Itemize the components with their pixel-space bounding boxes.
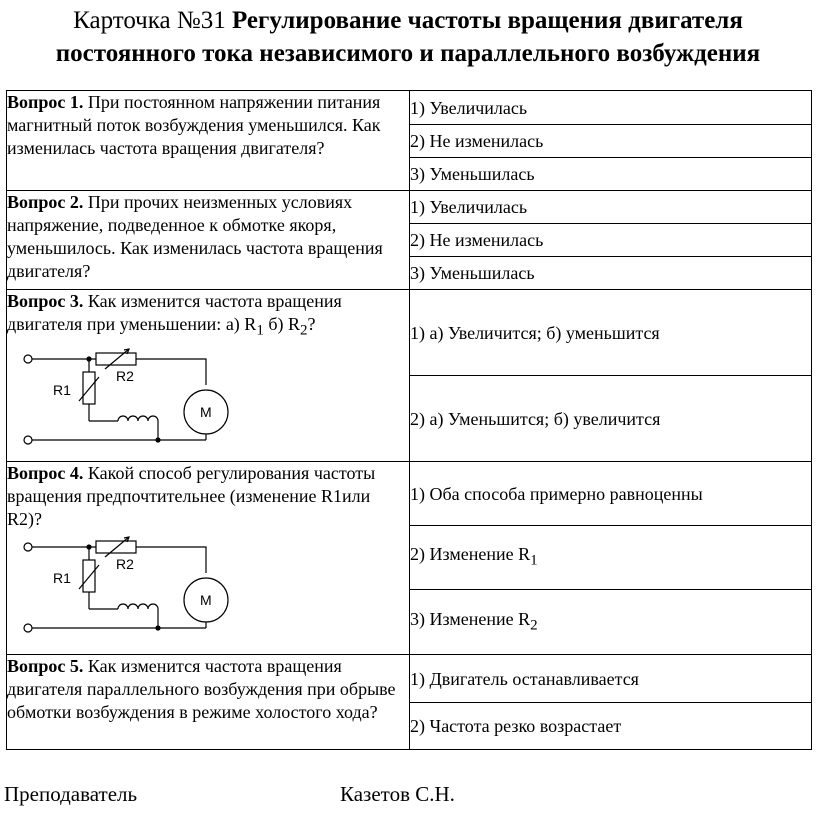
question-4-row [7,462,812,526]
question-1-answer-2[interactable]: 2) Не изменилась [410,125,812,158]
question-3-answer-1[interactable]: 1) а) Увеличится; б) уменьшится [410,290,812,376]
question-2-text: При прочих неизменных условиях напряжение, подведенное к обмотке якоря, уменьшилось. Как изменилась частота вращения двигателя? [7,192,383,281]
question-3-row [7,290,812,376]
question-2-row [7,191,812,224]
question-1-text: При постоянном напряжении питания магнитный поток возбуждения уменьшился. Как изменилась частота вращения двигателя? [7,92,381,158]
r1-label: R1 [53,570,71,586]
question-2-answer-2[interactable]: 2) Не изменилась [410,224,812,257]
question-3-answer-2[interactable]: 2) а) Уменьшится; б) увеличится [410,376,812,462]
question-1-answer-3[interactable]: 3) Уменьшилась [410,158,812,191]
circuit-diagram-1 [6,347,212,447]
question-1-cell [7,91,410,191]
circuit-diagram-2 [6,535,212,635]
question-2-cell [7,191,410,290]
question-5-cell [7,655,410,750]
question-4-answer-1[interactable]: 1) Оба способа примерно равноценны [410,462,812,526]
card-title [0,4,816,70]
question-4-text: Какой способ регулирования частоты вращения предпочтительнее (изменение R1или R2)? [7,463,376,529]
question-4-answer-2[interactable]: 2) Изменение $R_1$ [410,526,812,590]
question-3-label: Вопрос 3. [7,291,84,311]
question-4-label: Вопрос 4. [7,463,84,483]
question-4-answer-3[interactable]: 3) Изменение $R_2$ [410,590,812,655]
question-1-answer-1[interactable]: 1) Увеличилась [410,91,812,125]
motor-label: M [200,592,212,608]
question-5-answer-2[interactable]: 2) Частота резко возрастает [410,703,812,750]
r2-label: R2 [116,367,134,384]
r1-label: R1 [53,381,71,398]
terminal-bottom [24,436,32,444]
question-4-cell [7,462,410,655]
terminal-top [24,355,32,363]
question-5-row [7,655,812,703]
question-2-label: Вопрос 2. [7,192,84,212]
teacher-name: Казетов С.Н. [340,782,455,806]
motor-label: M [200,403,212,420]
question-3-cell: Вопрос 3. Как изменится частота вращения двигателя при уменьшении: а) $R_1$ б) $R_2$? R1 R2 M [7,290,410,462]
question-5-label: Вопрос 5. [7,656,84,676]
question-1-label: Вопрос 1. [7,92,84,112]
field-winding [118,604,158,609]
question-5-answer-1[interactable]: 1) Двигатель останавливается [410,655,812,703]
card-number: Карточка №31 [73,7,226,34]
question-1-row [7,91,812,125]
r2-label: R2 [116,556,134,572]
question-2-answer-1[interactable]: 1) Увеличилась [410,191,812,224]
teacher-role: Преподаватель [4,782,138,806]
card-topic: Регулирование частоты вращения двигателя постоянного тока независимого и параллельного возбуждения [55,7,761,67]
question-5-text: Как изменится частота вращения двигателя параллельного возбуждения при обрыве обмотки возбуждения в режиме холостого хода? [7,656,396,722]
question-2-answer-3[interactable]: 3) Уменьшилась [410,257,812,290]
field-winding [118,416,158,421]
questions-table [6,90,812,750]
